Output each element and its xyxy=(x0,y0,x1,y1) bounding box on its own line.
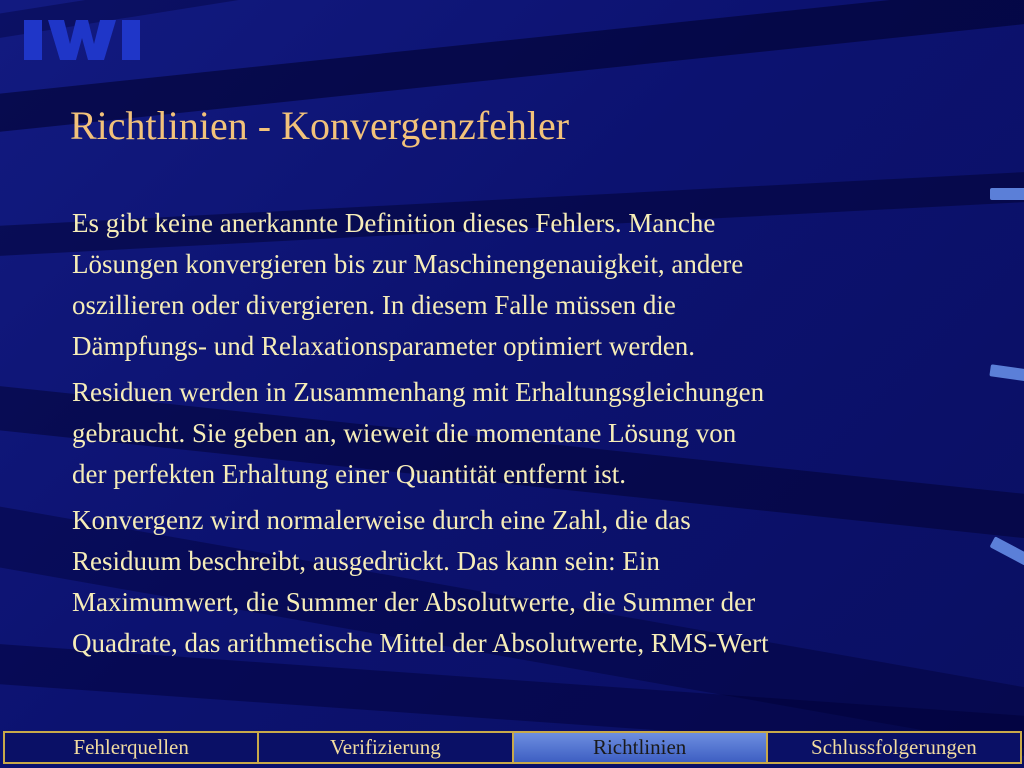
text-line: Residuum beschreibt, ausgedrückt. Das kann sein: Ein xyxy=(72,546,660,576)
nav-item-richtlinien[interactable]: Richtlinien xyxy=(514,733,768,762)
text-line: Konvergenz wird normalerweise durch eine Zahl, die das xyxy=(72,505,691,535)
text-line: Lösungen konvergieren bis zur Maschinengenauigkeit, andere xyxy=(72,249,744,279)
slide-title: Richtlinien - Konvergenzfehler xyxy=(70,103,570,148)
text-line: der perfekten Erhaltung einer Quantität entfernt ist. xyxy=(72,459,627,489)
paragraph-residuals xyxy=(72,372,972,495)
text-line: Es gibt keine anerkannte Definition dieses Fehlers. Manche xyxy=(72,208,716,238)
paragraph-convergence xyxy=(72,500,972,664)
nav-item-verifizierung[interactable]: Verifizierung xyxy=(259,733,513,762)
slide-content xyxy=(72,203,972,669)
text-line: Residuen werden in Zusammenhang mit Erhaltungsgleichungen xyxy=(72,377,765,407)
text-line: Quadrate, das arithmetische Mittel der Absolutwerte, RMS-Wert xyxy=(72,628,769,658)
iwi-logo xyxy=(22,18,150,62)
text-line: Maximumwert, die Summer der Absolutwerte, die Summer der xyxy=(72,587,756,617)
text-line: Dämpfungs- und Relaxationsparameter optimiert werden. xyxy=(72,331,696,361)
paragraph-definition xyxy=(72,203,972,367)
slide-navigation-bar xyxy=(3,731,1022,764)
side-decoration xyxy=(990,188,1024,200)
text-line: oszillieren oder divergieren. In diesem Falle müssen die xyxy=(72,290,676,320)
nav-item-fehlerquellen[interactable]: Fehlerquellen xyxy=(5,733,259,762)
nav-item-schlussfolgerungen[interactable]: Schlussfolgerungen xyxy=(811,735,977,759)
text-line: gebraucht. Sie geben an, wieweit die momentane Lösung von xyxy=(72,418,737,448)
